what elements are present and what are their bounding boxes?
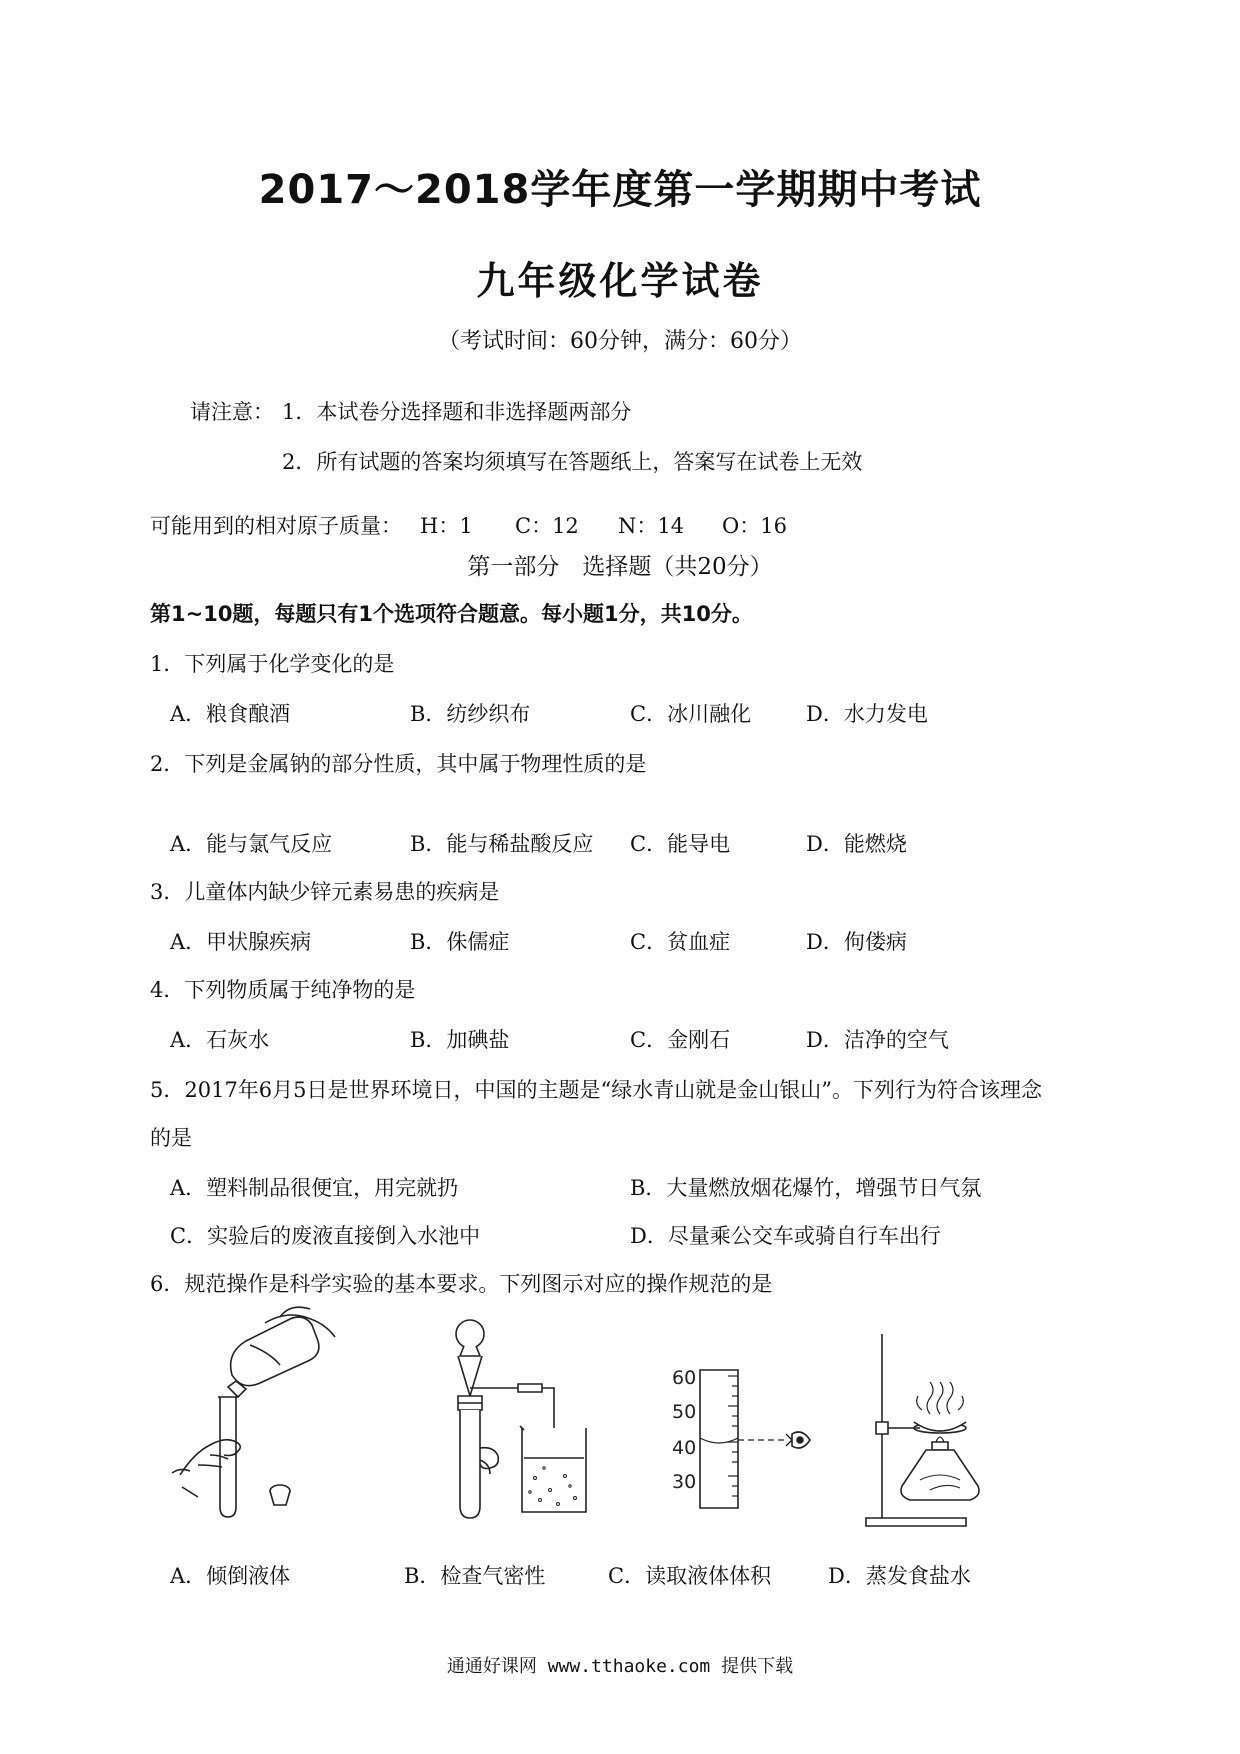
cylinder-tick-label: 50 — [672, 1401, 697, 1423]
question-2-option-d: D．能燃烧 — [806, 832, 907, 856]
question-6-option-c: C．读取液体体积 — [608, 1564, 772, 1588]
atomic-mass-n: N：14 — [618, 514, 685, 538]
atomic-mass-label: 可能用到的相对原子质量： — [150, 514, 402, 538]
question-1-option-d: D．水力发电 — [806, 702, 928, 726]
question-2-option-a: A．能与氯气反应 — [170, 832, 333, 856]
question-4-option-d: D．洁净的空气 — [806, 1028, 949, 1052]
atomic-mass-h: H：1 — [420, 514, 473, 538]
question-3-option-b: B．侏儒症 — [410, 930, 510, 954]
notice-item-2: 2．所有试题的答案均须填写在答题纸上，答案写在试卷上无效 — [282, 450, 863, 474]
question-1-stem: 1．下列属于化学变化的是 — [150, 652, 395, 676]
figure-c-reading-volume — [670, 1330, 820, 1510]
figure-a-pouring-liquid — [170, 1305, 340, 1525]
question-1-option-b: B．纺纱织布 — [410, 702, 531, 726]
question-1-option-c: C．冰川融化 — [630, 702, 752, 726]
question-4-option-c: C．金刚石 — [630, 1028, 731, 1052]
cylinder-tick-label: 30 — [672, 1471, 697, 1493]
notice-label: 请注意： — [190, 400, 274, 424]
question-5-option-d: D．尽量乘公交车或骑自行车出行 — [630, 1224, 941, 1248]
question-5-stem: 5．2017年6月5日是世界环境日，中国的主题是“绿水青山就是金山银山”。下列行为符合该理念 — [150, 1078, 1042, 1102]
question-6-stem: 6．规范操作是科学实验的基本要求。下列图示对应的操作规范的是 — [150, 1272, 773, 1296]
question-4-option-b: B．加碘盐 — [410, 1028, 510, 1052]
question-4-option-a: A．石灰水 — [170, 1028, 270, 1052]
question-5-option-a: A．塑料制品很便宜，用完就扔 — [170, 1176, 459, 1200]
question-5-option-b: B．大量燃放烟花爆竹，增强节日气氛 — [630, 1176, 982, 1200]
question-3-option-c: C．贫血症 — [630, 930, 731, 954]
exam-subtitle: 九年级化学试卷 — [476, 259, 764, 303]
question-5-option-c: C．实验后的废液直接倒入水池中 — [170, 1224, 481, 1248]
question-2-option-c: C．能导电 — [630, 832, 731, 856]
question-6-option-b: B．检查气密性 — [404, 1564, 546, 1588]
figure-b-checking-airtightness — [440, 1318, 600, 1528]
question-3-stem: 3．儿童体内缺少锌元素易患的疾病是 — [150, 880, 500, 904]
exam-info: （考试时间：60分钟，满分：60分） — [438, 329, 802, 354]
atomic-mass-o: O：16 — [722, 514, 787, 538]
section-instruction: 第1~10题，每题只有1个选项符合题意。每小题1分，共10分。 — [150, 602, 753, 626]
notice-item-1: 1．本试卷分选择题和非选择题两部分 — [282, 400, 632, 424]
footer-source: 通通好课网 www.tthaoke.com 提供下载 — [446, 1656, 794, 1677]
question-1-option-a: A．粮食酿酒 — [170, 702, 291, 726]
question-4-stem: 4．下列物质属于纯净物的是 — [150, 978, 416, 1002]
exam-title: 2017～2018学年度第一学期期中考试 — [258, 167, 982, 213]
question-3-option-d: D．佝偻病 — [806, 930, 907, 954]
section-title: 第一部分 选择题（共20分） — [467, 554, 773, 580]
atomic-mass-c: C：12 — [515, 514, 579, 538]
question-6-option-a: A．倾倒液体 — [170, 1564, 291, 1588]
question-2-option-b: B．能与稀盐酸反应 — [410, 832, 594, 856]
cylinder-tick-label: 40 — [672, 1437, 697, 1459]
question-2-stem: 2．下列是金属钠的部分性质，其中属于物理性质的是 — [150, 752, 647, 776]
question-6-option-d: D．蒸发食盐水 — [828, 1564, 971, 1588]
question-3-option-a: A．甲状腺疾病 — [170, 930, 312, 954]
question-5-stem-continued: 的是 — [150, 1126, 192, 1150]
cylinder-tick-label: 60 — [672, 1367, 697, 1389]
figure-d-evaporating — [860, 1330, 1010, 1530]
